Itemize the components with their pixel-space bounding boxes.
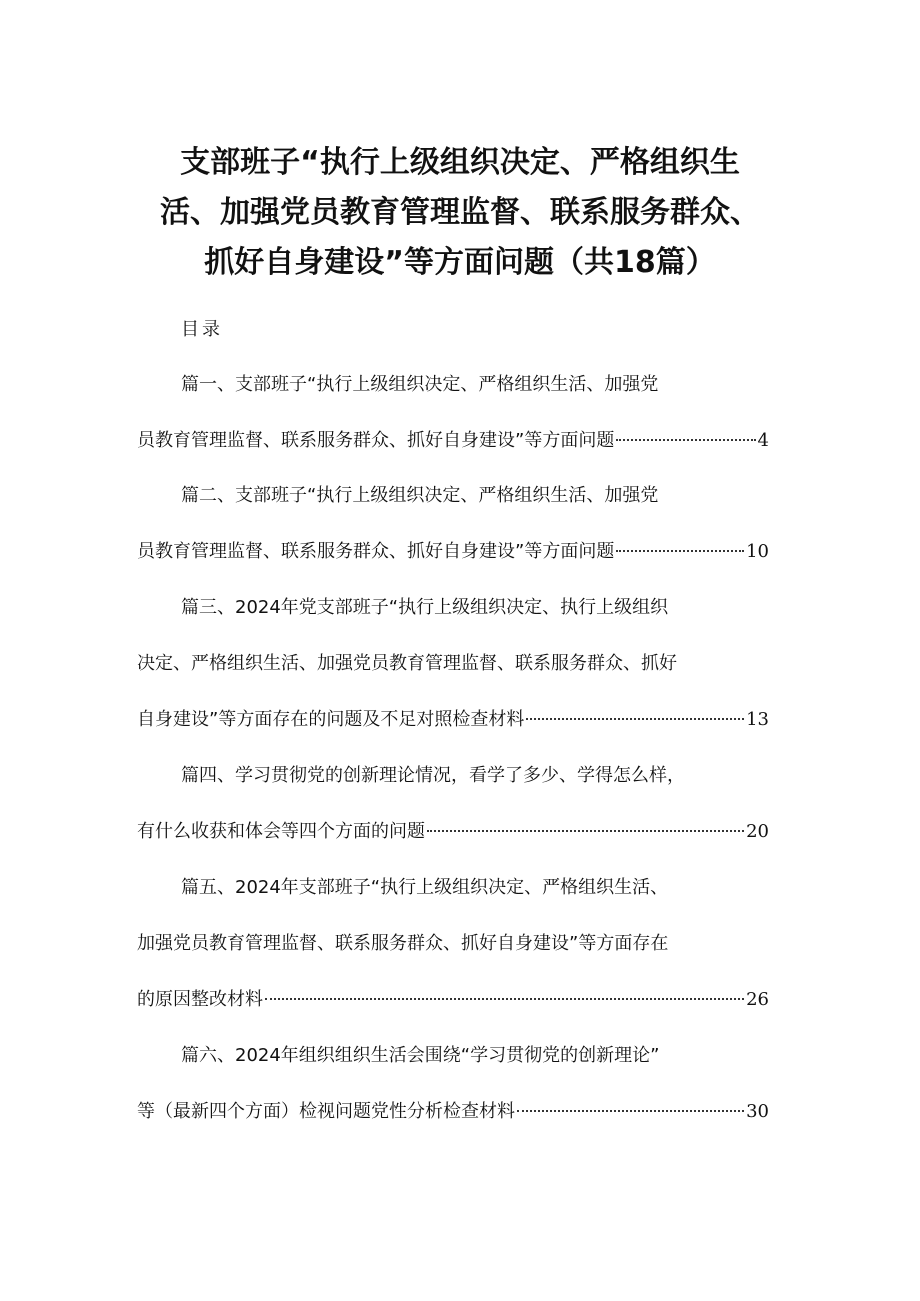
toc-entry-6-line-1[interactable]: 篇六、2024年组织组织生活会围绕“学习贯彻党的创新理论”	[181, 1045, 660, 1066]
dot-leader	[616, 439, 755, 441]
toc-entry-4-page: 20	[746, 821, 769, 842]
toc-entry-2-last-line[interactable]	[137, 537, 769, 567]
toc-entry-1-page: 4	[757, 430, 769, 451]
toc-entry-5-text: 的原因整改材料	[137, 989, 263, 1010]
toc-entry-5-last-line[interactable]	[137, 985, 769, 1015]
toc-entry-3-page: 13	[746, 709, 769, 730]
toc-entry-6-text: 等（最新四个方面）检视问题党性分析检查材料	[137, 1101, 515, 1122]
dot-leader	[616, 550, 744, 552]
toc-entry-3-line-2[interactable]: 决定、严格组织生活、加强党员教育管理监督、联系服务群众、抓好	[137, 653, 677, 674]
toc-entry-4-last-line[interactable]	[137, 817, 769, 847]
toc-entry-6-last-line[interactable]	[137, 1097, 769, 1127]
title-line-2: 活、加强党员教育管理监督、联系服务群众、	[160, 195, 760, 230]
toc-entry-5-page: 26	[746, 989, 769, 1010]
dot-leader	[526, 718, 744, 720]
toc-entry-1-text: 员教育管理监督、联系服务群众、抓好自身建设”等方面问题	[137, 430, 615, 451]
document-title	[150, 138, 770, 288]
toc-entry-2-line-1[interactable]: 篇二、支部班子“执行上级组织决定、严格组织生活、加强党	[181, 485, 659, 506]
toc-entry-5-line-2[interactable]: 加强党员教育管理监督、联系服务群众、抓好自身建设”等方面存在	[137, 933, 669, 954]
toc-entry-3-text: 自身建设”等方面存在的问题及不足对照检查材料	[137, 709, 525, 730]
dot-leader	[517, 1110, 744, 1112]
toc-entry-5-line-1[interactable]: 篇五、2024年支部班子“执行上级组织决定、严格组织生活、	[181, 877, 669, 898]
toc-entry-6-page: 30	[746, 1101, 769, 1122]
title-line-3: 抓好自身建设”等方面问题（共18篇）	[204, 245, 716, 280]
dot-leader	[265, 998, 744, 1000]
toc-entry-3-line-1[interactable]: 篇三、2024年党支部班子“执行上级组织决定、执行上级组织	[181, 597, 669, 618]
toc-entry-3-last-line[interactable]	[137, 705, 769, 735]
toc-entry-4-line-1[interactable]: 篇四、学习贯彻党的创新理论情况，看学了多少、学得怎么样，	[181, 765, 685, 786]
toc-entry-2-page: 10	[746, 541, 769, 562]
title-line-1: 支部班子“执行上级组织决定、严格组织生	[180, 145, 740, 180]
toc-entry-1-last-line[interactable]	[137, 426, 769, 456]
toc-entry-2-text: 员教育管理监督、联系服务群众、抓好自身建设”等方面问题	[137, 541, 615, 562]
toc-label: 目录	[181, 319, 223, 340]
toc-entry-4-text: 有什么收获和体会等四个方面的问题	[137, 821, 425, 842]
dot-leader	[427, 830, 744, 832]
toc-entry-1-line-1[interactable]: 篇一、支部班子“执行上级组织决定、严格组织生活、加强党	[181, 374, 659, 395]
